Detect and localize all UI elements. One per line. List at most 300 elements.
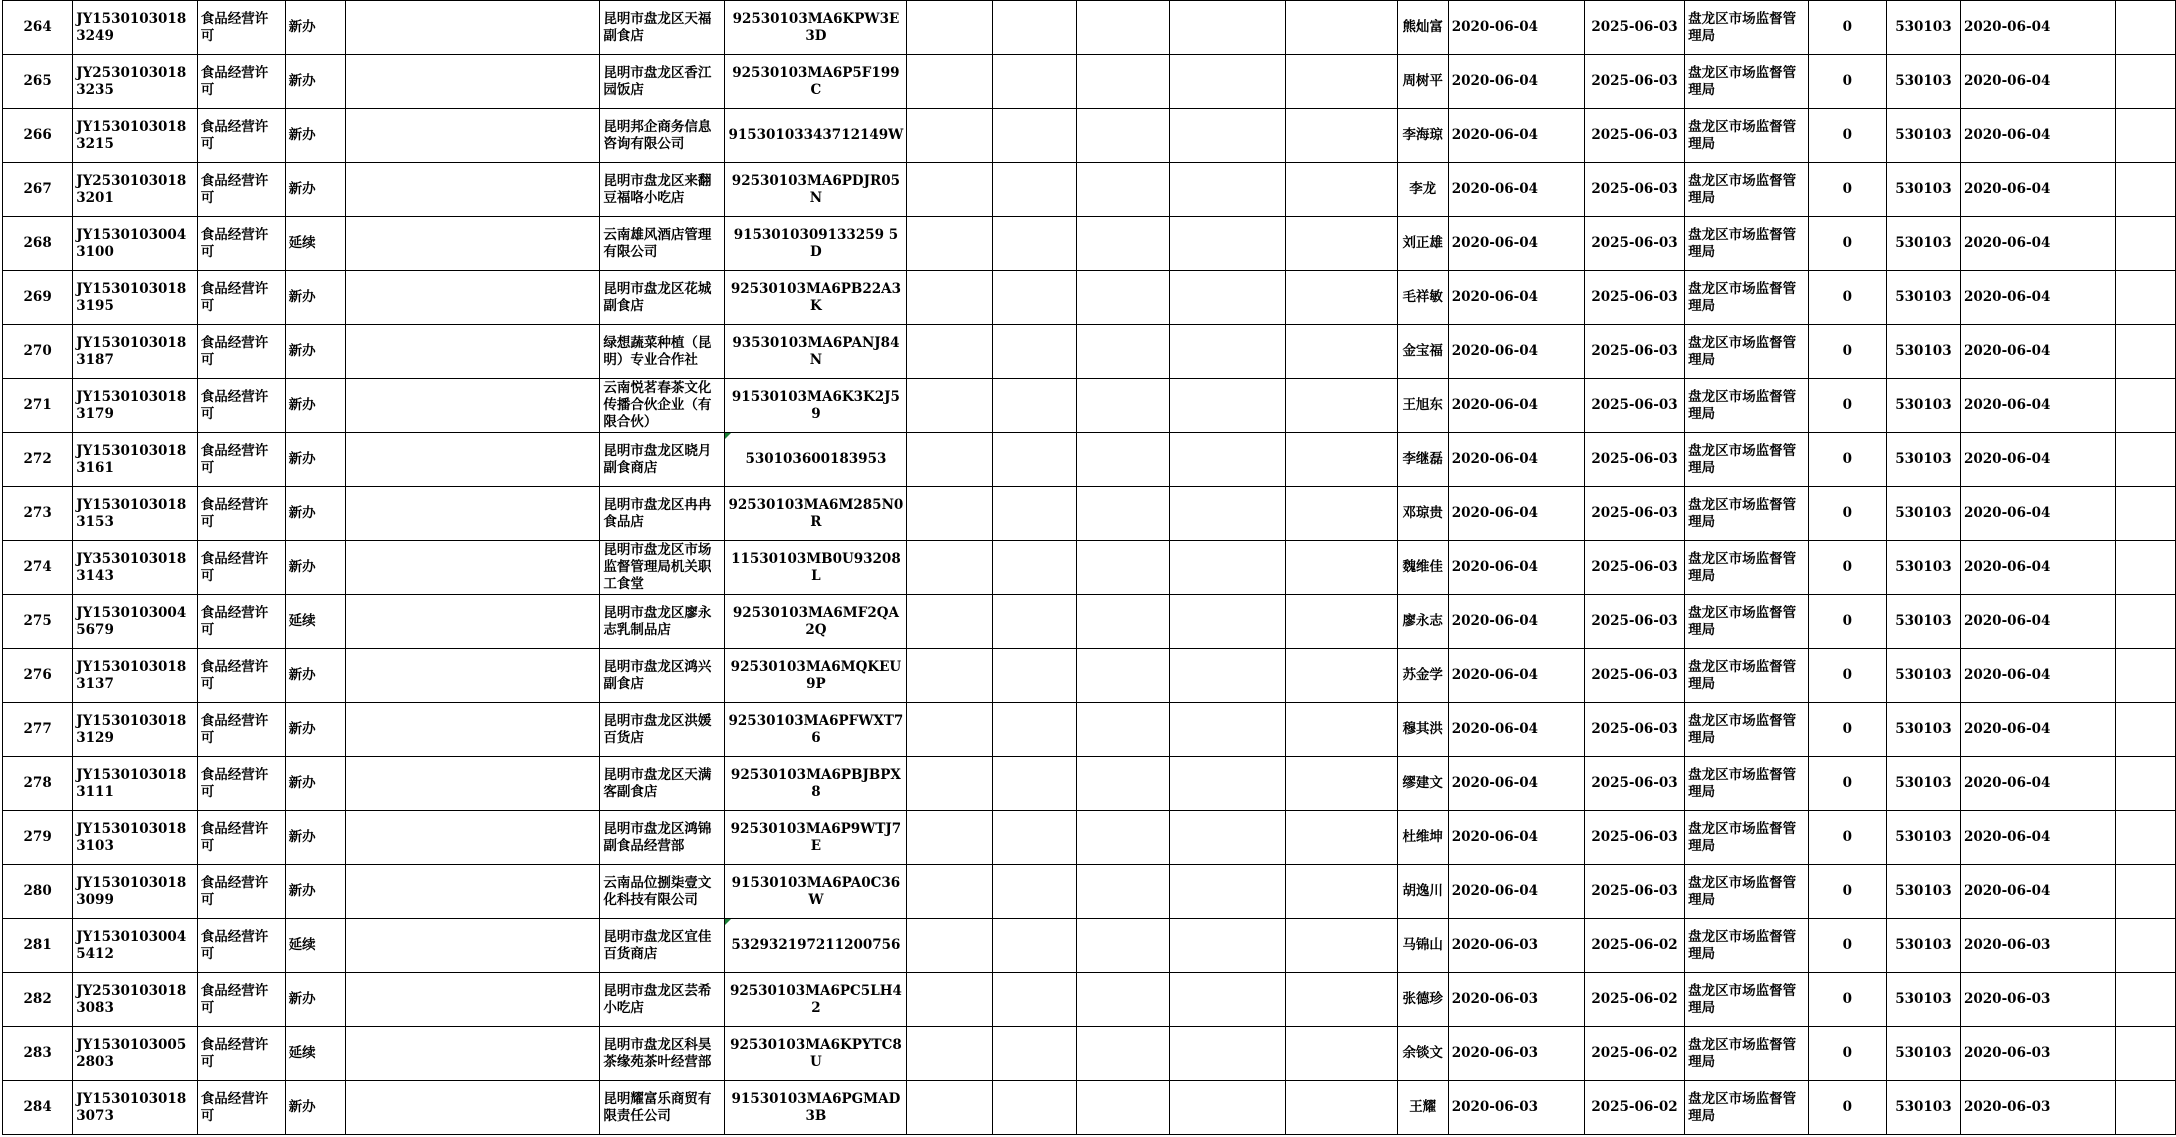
cell-permit-type[interactable]: 食品经营许可: [197, 433, 285, 487]
cell-action[interactable]: 新办: [285, 541, 346, 595]
cell-business-name[interactable]: 昆明市盘龙区宜佳百货商店: [600, 919, 725, 973]
cell-permit-type[interactable]: 食品经营许可: [197, 757, 285, 811]
cell-status[interactable]: 0: [1808, 757, 1886, 811]
cell-empty[interactable]: [346, 811, 600, 865]
cell-empty[interactable]: [2115, 649, 2175, 703]
cell-business-name[interactable]: 昆明市盘龙区晓月副食商店: [600, 433, 725, 487]
cell-legal-person[interactable]: 苏金学: [1397, 649, 1448, 703]
cell-permit-type[interactable]: 食品经营许可: [197, 109, 285, 163]
cell-empty[interactable]: [992, 271, 1077, 325]
cell-empty[interactable]: [2115, 109, 2175, 163]
cell-empty[interactable]: [2115, 487, 2175, 541]
cell-authority[interactable]: 盘龙区市场监督管理局: [1685, 757, 1809, 811]
cell-area-code[interactable]: 530103: [1886, 217, 1960, 271]
cell-legal-person[interactable]: 周树平: [1397, 55, 1448, 109]
cell-empty[interactable]: [1286, 757, 1398, 811]
cell-issue-date[interactable]: 2020-06-04: [1448, 595, 1584, 649]
cell-empty[interactable]: [1077, 919, 1169, 973]
cell-update-date[interactable]: 2020-06-04: [1961, 649, 2116, 703]
cell-license-no[interactable]: JY15301030183161: [73, 433, 198, 487]
cell-empty[interactable]: [346, 1027, 600, 1081]
cell-empty[interactable]: [2115, 379, 2175, 433]
cell-action[interactable]: 新办: [285, 865, 346, 919]
cell-issue-date[interactable]: 2020-06-03: [1448, 1027, 1584, 1081]
cell-empty[interactable]: [1169, 325, 1285, 379]
cell-empty[interactable]: [346, 487, 600, 541]
cell-action[interactable]: 新办: [285, 379, 346, 433]
cell-action[interactable]: 新办: [285, 271, 346, 325]
cell-empty[interactable]: [1077, 487, 1169, 541]
cell-empty[interactable]: [346, 541, 600, 595]
cell-empty[interactable]: [1077, 649, 1169, 703]
cell-empty[interactable]: [2115, 973, 2175, 1027]
cell-authority[interactable]: 盘龙区市场监督管理局: [1685, 1027, 1809, 1081]
cell-empty[interactable]: [1077, 703, 1169, 757]
cell-empty[interactable]: [1077, 379, 1169, 433]
cell-empty[interactable]: [2115, 757, 2175, 811]
cell-credit-code[interactable]: 92530103MA6P5F199C: [725, 55, 907, 109]
cell-action[interactable]: 新办: [285, 109, 346, 163]
cell-action[interactable]: 延续: [285, 919, 346, 973]
cell-expiry-date[interactable]: 2025-06-03: [1584, 487, 1684, 541]
cell-business-name[interactable]: 昆明邦企商务信息咨询有限公司: [600, 109, 725, 163]
cell-legal-person[interactable]: 缪建文: [1397, 757, 1448, 811]
cell-seq[interactable]: 283: [3, 1027, 73, 1081]
cell-business-name[interactable]: 昆明市盘龙区洪媛百货店: [600, 703, 725, 757]
cell-business-name[interactable]: 昆明市盘龙区香江园饭店: [600, 55, 725, 109]
cell-permit-type[interactable]: 食品经营许可: [197, 649, 285, 703]
cell-permit-type[interactable]: 食品经营许可: [197, 1081, 285, 1135]
cell-seq[interactable]: 268: [3, 217, 73, 271]
cell-empty[interactable]: [2115, 217, 2175, 271]
cell-seq[interactable]: 277: [3, 703, 73, 757]
cell-action[interactable]: 延续: [285, 1027, 346, 1081]
cell-empty[interactable]: [1286, 55, 1398, 109]
cell-expiry-date[interactable]: 2025-06-02: [1584, 919, 1684, 973]
cell-action[interactable]: 新办: [285, 325, 346, 379]
cell-authority[interactable]: 盘龙区市场监督管理局: [1685, 541, 1809, 595]
cell-area-code[interactable]: 530103: [1886, 973, 1960, 1027]
cell-empty[interactable]: [992, 973, 1077, 1027]
cell-empty[interactable]: [1286, 217, 1398, 271]
cell-issue-date[interactable]: 2020-06-04: [1448, 811, 1584, 865]
cell-empty[interactable]: [1286, 1081, 1398, 1135]
cell-license-no[interactable]: JY35301030183143: [73, 541, 198, 595]
cell-seq[interactable]: 265: [3, 55, 73, 109]
cell-empty[interactable]: [992, 217, 1077, 271]
cell-issue-date[interactable]: 2020-06-04: [1448, 217, 1584, 271]
cell-empty[interactable]: [907, 55, 992, 109]
cell-update-date[interactable]: 2020-06-04: [1961, 811, 2116, 865]
cell-license-no[interactable]: JY15301030183111: [73, 757, 198, 811]
cell-credit-code[interactable]: 532932197211200756: [725, 919, 907, 973]
cell-permit-type[interactable]: 食品经营许可: [197, 379, 285, 433]
cell-credit-code[interactable]: 92530103MA6PDJR05N: [725, 163, 907, 217]
cell-update-date[interactable]: 2020-06-04: [1961, 595, 2116, 649]
cell-status[interactable]: 0: [1808, 433, 1886, 487]
cell-empty[interactable]: [2115, 703, 2175, 757]
cell-empty[interactable]: [2115, 325, 2175, 379]
cell-issue-date[interactable]: 2020-06-04: [1448, 703, 1584, 757]
cell-status[interactable]: 0: [1808, 271, 1886, 325]
cell-license-no[interactable]: JY25301030183201: [73, 163, 198, 217]
cell-empty[interactable]: [907, 1, 992, 55]
cell-action[interactable]: 新办: [285, 757, 346, 811]
cell-empty[interactable]: [1286, 325, 1398, 379]
cell-issue-date[interactable]: 2020-06-04: [1448, 1, 1584, 55]
cell-empty[interactable]: [1286, 865, 1398, 919]
cell-empty[interactable]: [1169, 1027, 1285, 1081]
cell-empty[interactable]: [1286, 649, 1398, 703]
cell-license-no[interactable]: JY15301030043100: [73, 217, 198, 271]
cell-empty[interactable]: [992, 1, 1077, 55]
cell-authority[interactable]: 盘龙区市场监督管理局: [1685, 55, 1809, 109]
cell-legal-person[interactable]: 李继磊: [1397, 433, 1448, 487]
cell-action[interactable]: 新办: [285, 1, 346, 55]
cell-license-no[interactable]: JY15301030183099: [73, 865, 198, 919]
cell-action[interactable]: 新办: [285, 973, 346, 1027]
cell-empty[interactable]: [2115, 865, 2175, 919]
cell-empty[interactable]: [2115, 811, 2175, 865]
cell-license-no[interactable]: JY25301030183083: [73, 973, 198, 1027]
cell-empty[interactable]: [346, 649, 600, 703]
cell-action[interactable]: 新办: [285, 433, 346, 487]
cell-seq[interactable]: 270: [3, 325, 73, 379]
cell-permit-type[interactable]: 食品经营许可: [197, 1027, 285, 1081]
cell-empty[interactable]: [1169, 973, 1285, 1027]
cell-empty[interactable]: [1077, 163, 1169, 217]
cell-empty[interactable]: [2115, 55, 2175, 109]
cell-empty[interactable]: [907, 757, 992, 811]
cell-empty[interactable]: [346, 1081, 600, 1135]
cell-empty[interactable]: [1169, 55, 1285, 109]
cell-license-no[interactable]: JY15301030052803: [73, 1027, 198, 1081]
cell-expiry-date[interactable]: 2025-06-03: [1584, 433, 1684, 487]
cell-legal-person[interactable]: 杜维坤: [1397, 811, 1448, 865]
cell-expiry-date[interactable]: 2025-06-03: [1584, 55, 1684, 109]
cell-legal-person[interactable]: 熊灿富: [1397, 1, 1448, 55]
cell-authority[interactable]: 盘龙区市场监督管理局: [1685, 487, 1809, 541]
cell-issue-date[interactable]: 2020-06-04: [1448, 109, 1584, 163]
cell-legal-person[interactable]: 刘正雄: [1397, 217, 1448, 271]
cell-credit-code[interactable]: 91530103MA6K3K2J59: [725, 379, 907, 433]
cell-expiry-date[interactable]: 2025-06-03: [1584, 865, 1684, 919]
cell-issue-date[interactable]: 2020-06-03: [1448, 919, 1584, 973]
cell-license-no[interactable]: JY15301030183153: [73, 487, 198, 541]
cell-empty[interactable]: [992, 595, 1077, 649]
cell-empty[interactable]: [907, 541, 992, 595]
cell-credit-code[interactable]: 91530103343712149W: [725, 109, 907, 163]
cell-expiry-date[interactable]: 2025-06-03: [1584, 109, 1684, 163]
cell-area-code[interactable]: 530103: [1886, 379, 1960, 433]
cell-business-name[interactable]: 云南品位捌柒壹文化科技有限公司: [600, 865, 725, 919]
cell-credit-code[interactable]: 530103600183953: [725, 433, 907, 487]
cell-seq[interactable]: 284: [3, 1081, 73, 1135]
cell-issue-date[interactable]: 2020-06-04: [1448, 541, 1584, 595]
cell-expiry-date[interactable]: 2025-06-03: [1584, 325, 1684, 379]
cell-business-name[interactable]: 昆明市盘龙区天福副食店: [600, 1, 725, 55]
cell-credit-code[interactable]: 92530103MA6PC5LH42: [725, 973, 907, 1027]
cell-empty[interactable]: [1286, 703, 1398, 757]
cell-legal-person[interactable]: 马锦山: [1397, 919, 1448, 973]
cell-update-date[interactable]: 2020-06-04: [1961, 325, 2116, 379]
cell-license-no[interactable]: JY15301030183249: [73, 1, 198, 55]
cell-update-date[interactable]: 2020-06-03: [1961, 919, 2116, 973]
cell-credit-code[interactable]: 92530103MA6KPW3E3D: [725, 1, 907, 55]
cell-legal-person[interactable]: 余锬文: [1397, 1027, 1448, 1081]
cell-issue-date[interactable]: 2020-06-04: [1448, 55, 1584, 109]
cell-seq[interactable]: 281: [3, 919, 73, 973]
cell-update-date[interactable]: 2020-06-04: [1961, 541, 2116, 595]
cell-empty[interactable]: [1169, 1081, 1285, 1135]
cell-area-code[interactable]: 530103: [1886, 541, 1960, 595]
cell-expiry-date[interactable]: 2025-06-03: [1584, 271, 1684, 325]
cell-area-code[interactable]: 530103: [1886, 649, 1960, 703]
cell-legal-person[interactable]: 邓琼贵: [1397, 487, 1448, 541]
cell-action[interactable]: 新办: [285, 163, 346, 217]
cell-issue-date[interactable]: 2020-06-04: [1448, 325, 1584, 379]
cell-expiry-date[interactable]: 2025-06-03: [1584, 1, 1684, 55]
cell-credit-code[interactable]: 91530103MA6PGMAD3B: [725, 1081, 907, 1135]
cell-empty[interactable]: [1286, 595, 1398, 649]
cell-authority[interactable]: 盘龙区市场监督管理局: [1685, 325, 1809, 379]
cell-status[interactable]: 0: [1808, 487, 1886, 541]
cell-empty[interactable]: [1077, 109, 1169, 163]
cell-empty[interactable]: [2115, 433, 2175, 487]
cell-permit-type[interactable]: 食品经营许可: [197, 325, 285, 379]
cell-empty[interactable]: [907, 487, 992, 541]
cell-authority[interactable]: 盘龙区市场监督管理局: [1685, 811, 1809, 865]
cell-business-name[interactable]: 昆明市盘龙区芸希小吃店: [600, 973, 725, 1027]
cell-status[interactable]: 0: [1808, 811, 1886, 865]
cell-business-name[interactable]: 昆明市盘龙区来翻豆福咯小吃店: [600, 163, 725, 217]
cell-empty[interactable]: [1077, 1, 1169, 55]
cell-status[interactable]: 0: [1808, 1, 1886, 55]
cell-license-no[interactable]: JY15301030045679: [73, 595, 198, 649]
cell-seq[interactable]: 264: [3, 1, 73, 55]
cell-seq[interactable]: 272: [3, 433, 73, 487]
cell-empty[interactable]: [907, 811, 992, 865]
cell-empty[interactable]: [992, 1081, 1077, 1135]
cell-empty[interactable]: [907, 163, 992, 217]
cell-status[interactable]: 0: [1808, 649, 1886, 703]
cell-expiry-date[interactable]: 2025-06-03: [1584, 649, 1684, 703]
cell-empty[interactable]: [992, 433, 1077, 487]
cell-status[interactable]: 0: [1808, 163, 1886, 217]
cell-empty[interactable]: [1286, 379, 1398, 433]
cell-area-code[interactable]: 530103: [1886, 55, 1960, 109]
cell-empty[interactable]: [1169, 217, 1285, 271]
cell-expiry-date[interactable]: 2025-06-03: [1584, 379, 1684, 433]
cell-business-name[interactable]: 昆明市盘龙区花城副食店: [600, 271, 725, 325]
cell-empty[interactable]: [1169, 703, 1285, 757]
cell-expiry-date[interactable]: 2025-06-02: [1584, 1027, 1684, 1081]
cell-empty[interactable]: [907, 865, 992, 919]
cell-credit-code[interactable]: 92530103MA6MF2QA2Q: [725, 595, 907, 649]
cell-business-name[interactable]: 云南雄风酒店管理有限公司: [600, 217, 725, 271]
cell-empty[interactable]: [346, 271, 600, 325]
cell-empty[interactable]: [907, 379, 992, 433]
cell-area-code[interactable]: 530103: [1886, 325, 1960, 379]
cell-empty[interactable]: [346, 919, 600, 973]
cell-credit-code[interactable]: 92530103MA6MQKEU9P: [725, 649, 907, 703]
cell-issue-date[interactable]: 2020-06-03: [1448, 973, 1584, 1027]
cell-business-name[interactable]: 昆明市盘龙区科昊茶缘苑茶叶经营部: [600, 1027, 725, 1081]
cell-authority[interactable]: 盘龙区市场监督管理局: [1685, 1081, 1809, 1135]
cell-update-date[interactable]: 2020-06-04: [1961, 109, 2116, 163]
cell-empty[interactable]: [1286, 271, 1398, 325]
cell-expiry-date[interactable]: 2025-06-03: [1584, 595, 1684, 649]
cell-empty[interactable]: [1077, 217, 1169, 271]
cell-authority[interactable]: 盘龙区市场监督管理局: [1685, 109, 1809, 163]
cell-empty[interactable]: [1077, 1081, 1169, 1135]
cell-status[interactable]: 0: [1808, 703, 1886, 757]
cell-empty[interactable]: [346, 1, 600, 55]
cell-empty[interactable]: [346, 379, 600, 433]
cell-credit-code[interactable]: 9153010309133259 5D: [725, 217, 907, 271]
cell-license-no[interactable]: JY15301030183195: [73, 271, 198, 325]
cell-credit-code[interactable]: 92530103MA6PFWXT76: [725, 703, 907, 757]
cell-empty[interactable]: [907, 1081, 992, 1135]
cell-expiry-date[interactable]: 2025-06-03: [1584, 811, 1684, 865]
cell-empty[interactable]: [1169, 757, 1285, 811]
cell-empty[interactable]: [907, 973, 992, 1027]
cell-area-code[interactable]: 530103: [1886, 703, 1960, 757]
cell-seq[interactable]: 271: [3, 379, 73, 433]
cell-action[interactable]: 新办: [285, 811, 346, 865]
cell-update-date[interactable]: 2020-06-04: [1961, 379, 2116, 433]
cell-license-no[interactable]: JY15301030183187: [73, 325, 198, 379]
cell-expiry-date[interactable]: 2025-06-03: [1584, 757, 1684, 811]
cell-update-date[interactable]: 2020-06-04: [1961, 487, 2116, 541]
cell-empty[interactable]: [1169, 919, 1285, 973]
cell-business-name[interactable]: 昆明市盘龙区廖永志乳制品店: [600, 595, 725, 649]
cell-empty[interactable]: [1169, 811, 1285, 865]
cell-expiry-date[interactable]: 2025-06-03: [1584, 217, 1684, 271]
cell-update-date[interactable]: 2020-06-04: [1961, 55, 2116, 109]
cell-license-no[interactable]: JY25301030183235: [73, 55, 198, 109]
cell-empty[interactable]: [907, 595, 992, 649]
cell-empty[interactable]: [1077, 811, 1169, 865]
cell-empty[interactable]: [907, 109, 992, 163]
cell-area-code[interactable]: 530103: [1886, 433, 1960, 487]
cell-empty[interactable]: [992, 541, 1077, 595]
cell-legal-person[interactable]: 李龙: [1397, 163, 1448, 217]
cell-empty[interactable]: [2115, 541, 2175, 595]
cell-empty[interactable]: [992, 379, 1077, 433]
cell-empty[interactable]: [1286, 1027, 1398, 1081]
cell-seq[interactable]: 273: [3, 487, 73, 541]
cell-issue-date[interactable]: 2020-06-04: [1448, 271, 1584, 325]
cell-credit-code[interactable]: 92530103MA6P9WTJ7E: [725, 811, 907, 865]
cell-authority[interactable]: 盘龙区市场监督管理局: [1685, 271, 1809, 325]
cell-empty[interactable]: [2115, 271, 2175, 325]
cell-area-code[interactable]: 530103: [1886, 1081, 1960, 1135]
cell-status[interactable]: 0: [1808, 55, 1886, 109]
cell-empty[interactable]: [1077, 55, 1169, 109]
cell-action[interactable]: 延续: [285, 217, 346, 271]
cell-seq[interactable]: 274: [3, 541, 73, 595]
cell-status[interactable]: 0: [1808, 541, 1886, 595]
cell-empty[interactable]: [907, 325, 992, 379]
cell-update-date[interactable]: 2020-06-03: [1961, 1081, 2116, 1135]
cell-update-date[interactable]: 2020-06-03: [1961, 1027, 2116, 1081]
cell-empty[interactable]: [2115, 163, 2175, 217]
cell-empty[interactable]: [346, 703, 600, 757]
cell-empty[interactable]: [907, 703, 992, 757]
cell-empty[interactable]: [346, 433, 600, 487]
cell-issue-date[interactable]: 2020-06-04: [1448, 163, 1584, 217]
cell-seq[interactable]: 266: [3, 109, 73, 163]
cell-issue-date[interactable]: 2020-06-04: [1448, 865, 1584, 919]
cell-empty[interactable]: [346, 325, 600, 379]
cell-empty[interactable]: [1286, 919, 1398, 973]
cell-expiry-date[interactable]: 2025-06-03: [1584, 703, 1684, 757]
cell-legal-person[interactable]: 胡逸川: [1397, 865, 1448, 919]
cell-status[interactable]: 0: [1808, 865, 1886, 919]
cell-empty[interactable]: [1077, 865, 1169, 919]
cell-authority[interactable]: 盘龙区市场监督管理局: [1685, 217, 1809, 271]
cell-issue-date[interactable]: 2020-06-04: [1448, 649, 1584, 703]
cell-authority[interactable]: 盘龙区市场监督管理局: [1685, 919, 1809, 973]
cell-empty[interactable]: [1169, 163, 1285, 217]
cell-authority[interactable]: 盘龙区市场监督管理局: [1685, 433, 1809, 487]
cell-empty[interactable]: [992, 865, 1077, 919]
cell-empty[interactable]: [1169, 595, 1285, 649]
cell-license-no[interactable]: JY15301030183103: [73, 811, 198, 865]
cell-status[interactable]: 0: [1808, 379, 1886, 433]
cell-action[interactable]: 新办: [285, 649, 346, 703]
cell-empty[interactable]: [346, 55, 600, 109]
cell-empty[interactable]: [992, 487, 1077, 541]
cell-empty[interactable]: [992, 1027, 1077, 1081]
cell-action[interactable]: 新办: [285, 487, 346, 541]
cell-expiry-date[interactable]: 2025-06-02: [1584, 973, 1684, 1027]
cell-business-name[interactable]: 昆明市盘龙区天满客副食店: [600, 757, 725, 811]
cell-license-no[interactable]: JY15301030183215: [73, 109, 198, 163]
cell-area-code[interactable]: 530103: [1886, 1027, 1960, 1081]
cell-update-date[interactable]: 2020-06-04: [1961, 865, 2116, 919]
cell-area-code[interactable]: 530103: [1886, 163, 1960, 217]
cell-area-code[interactable]: 530103: [1886, 919, 1960, 973]
cell-issue-date[interactable]: 2020-06-03: [1448, 1081, 1584, 1135]
cell-empty[interactable]: [346, 163, 600, 217]
cell-legal-person[interactable]: 毛祥敏: [1397, 271, 1448, 325]
cell-business-name[interactable]: 云南悦茗春茶文化传播合伙企业（有限合伙）: [600, 379, 725, 433]
cell-update-date[interactable]: 2020-06-04: [1961, 433, 2116, 487]
cell-status[interactable]: 0: [1808, 325, 1886, 379]
cell-seq[interactable]: 275: [3, 595, 73, 649]
cell-empty[interactable]: [992, 55, 1077, 109]
cell-empty[interactable]: [992, 811, 1077, 865]
cell-seq[interactable]: 280: [3, 865, 73, 919]
cell-status[interactable]: 0: [1808, 1081, 1886, 1135]
cell-credit-code[interactable]: 92530103MA6KPYTC8U: [725, 1027, 907, 1081]
cell-issue-date[interactable]: 2020-06-04: [1448, 757, 1584, 811]
cell-empty[interactable]: [1169, 271, 1285, 325]
cell-legal-person[interactable]: 穆其洪: [1397, 703, 1448, 757]
cell-legal-person[interactable]: 张德珍: [1397, 973, 1448, 1027]
cell-empty[interactable]: [992, 163, 1077, 217]
cell-status[interactable]: 0: [1808, 919, 1886, 973]
cell-empty[interactable]: [1077, 757, 1169, 811]
cell-empty[interactable]: [2115, 919, 2175, 973]
cell-business-name[interactable]: 昆明市盘龙区市场监督管理局机关职工食堂: [600, 541, 725, 595]
cell-action[interactable]: 延续: [285, 595, 346, 649]
cell-empty[interactable]: [1169, 379, 1285, 433]
cell-status[interactable]: 0: [1808, 973, 1886, 1027]
cell-permit-type[interactable]: 食品经营许可: [197, 703, 285, 757]
